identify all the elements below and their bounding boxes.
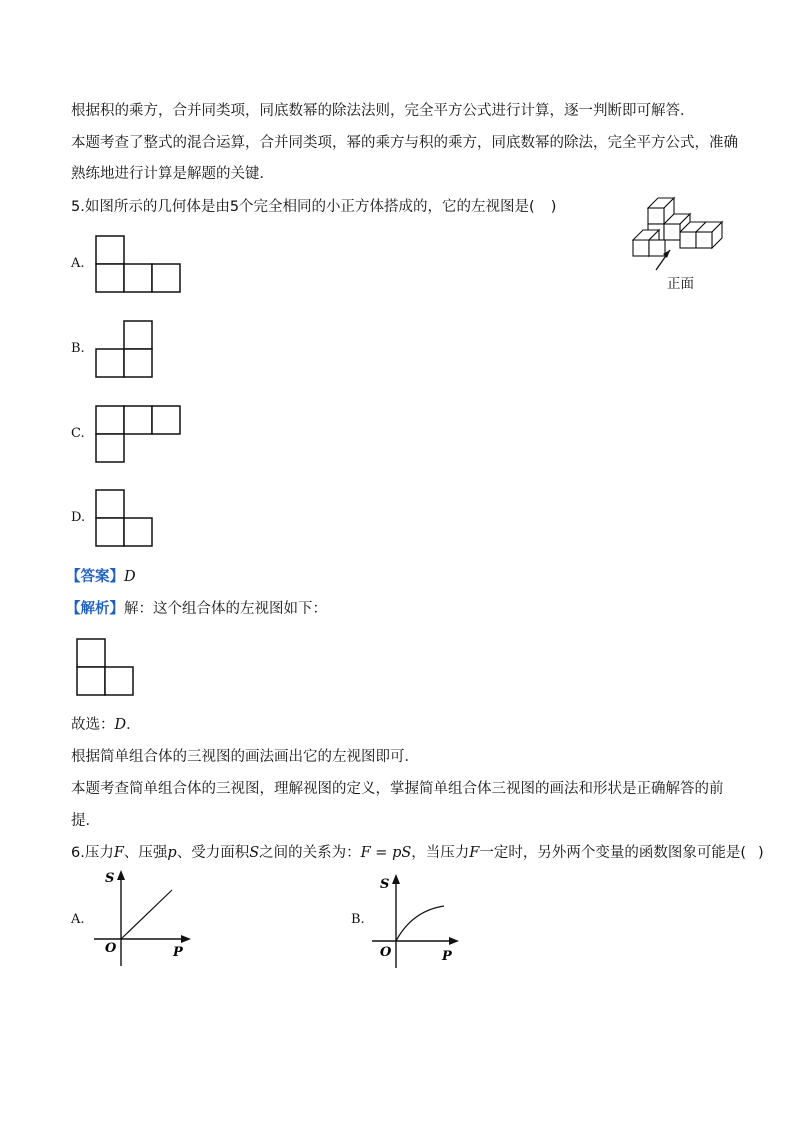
q6-stem-part: 、受力面积 bbox=[176, 845, 250, 861]
q5-choose bbox=[71, 715, 141, 735]
q6-option-a-graph bbox=[92, 868, 202, 968]
answer-value: D bbox=[124, 569, 136, 585]
q6-stem-part: 之间的关系为： bbox=[259, 845, 361, 861]
q5-option-d-label: D. bbox=[71, 510, 86, 525]
q5-method: 根据简单组合体的三视图的画法画出它的左视图即可． bbox=[71, 749, 419, 765]
choose-prefix: 故选： bbox=[71, 717, 115, 733]
q6-b-origin: O bbox=[380, 945, 392, 960]
q6-b-axis-x: P bbox=[442, 949, 452, 964]
q6-stem-part: 一定时，另外两个变量的函数图象可能是( bbox=[479, 845, 747, 861]
q6-var-f2: F bbox=[469, 845, 480, 861]
q5-option-c-label: C. bbox=[71, 426, 85, 441]
q5-option-c-figure bbox=[95, 405, 181, 463]
q6-b-curve bbox=[396, 906, 444, 941]
q6-option-b-graph bbox=[370, 872, 480, 972]
q5-option-b-figure bbox=[95, 320, 153, 378]
q5-analysis bbox=[66, 599, 327, 619]
q5-front-label: 正面 bbox=[667, 276, 694, 292]
q6-var-s: S bbox=[249, 845, 260, 861]
q6-var-p: p bbox=[167, 845, 177, 861]
q5-stem-close: ) bbox=[550, 199, 557, 215]
q6-stem-part: 6.压力 bbox=[71, 845, 114, 861]
q5-stem bbox=[71, 197, 556, 217]
q6-stem-part: ，当压力 bbox=[411, 845, 470, 861]
q6-stem-part: 、压强 bbox=[123, 845, 168, 861]
q5-option-b-label: B. bbox=[71, 341, 85, 356]
q6-option-a-label: A. bbox=[71, 912, 85, 927]
prev-review-line-2: 熟练地进行计算是解题的关键． bbox=[71, 166, 274, 182]
q5-review-line-1: 本题考查简单组合体的三视图，理解视图的定义，掌握简单组合体三视图的画法和形状是正确解答的前 bbox=[71, 781, 724, 797]
q6-a-line bbox=[121, 890, 172, 939]
q5-option-d-figure bbox=[95, 489, 153, 547]
choose-value: D bbox=[114, 717, 127, 733]
q6-option-b-label: B. bbox=[351, 912, 365, 927]
q5-solution-figure bbox=[76, 638, 134, 696]
q5-answer bbox=[66, 567, 136, 587]
prev-explain-line-1: 根据积的乘方，合并同类项，同底数幂的除法法则，完全平方公式进行计算，逐一判断即可解答． bbox=[71, 103, 695, 119]
choose-suffix: ． bbox=[126, 717, 141, 733]
q6-b-axis-y: S bbox=[380, 877, 390, 892]
q5-stem-text: 5.如图所示的几何体是由5个完全相同的小正方体搭成的，它的左视图是( bbox=[71, 199, 535, 215]
q6-stem-close: ) bbox=[758, 845, 764, 861]
prev-review-line-1: 本题考查了整式的混合运算，合并同类项，幂的乘方与积的乘方，同底数幂的除法，完全平方公式，准确 bbox=[71, 135, 738, 151]
q5-option-a-figure bbox=[95, 235, 181, 293]
q6-a-axis-x: P bbox=[173, 945, 183, 960]
analysis-tag: 【解析】 bbox=[66, 601, 124, 617]
q6-stem bbox=[71, 843, 764, 863]
q6-formula: F = pS bbox=[360, 845, 412, 861]
q6-var-f: F bbox=[113, 845, 124, 861]
q6-a-origin: O bbox=[105, 941, 117, 956]
answer-tag: 【答案】 bbox=[66, 569, 124, 585]
q5-review-line-2: 提． bbox=[71, 813, 100, 829]
q6-a-axis-y: S bbox=[105, 871, 115, 886]
analysis-text: 解：这个组合体的左视图如下： bbox=[124, 601, 327, 617]
q5-option-a-label: A. bbox=[71, 256, 85, 271]
